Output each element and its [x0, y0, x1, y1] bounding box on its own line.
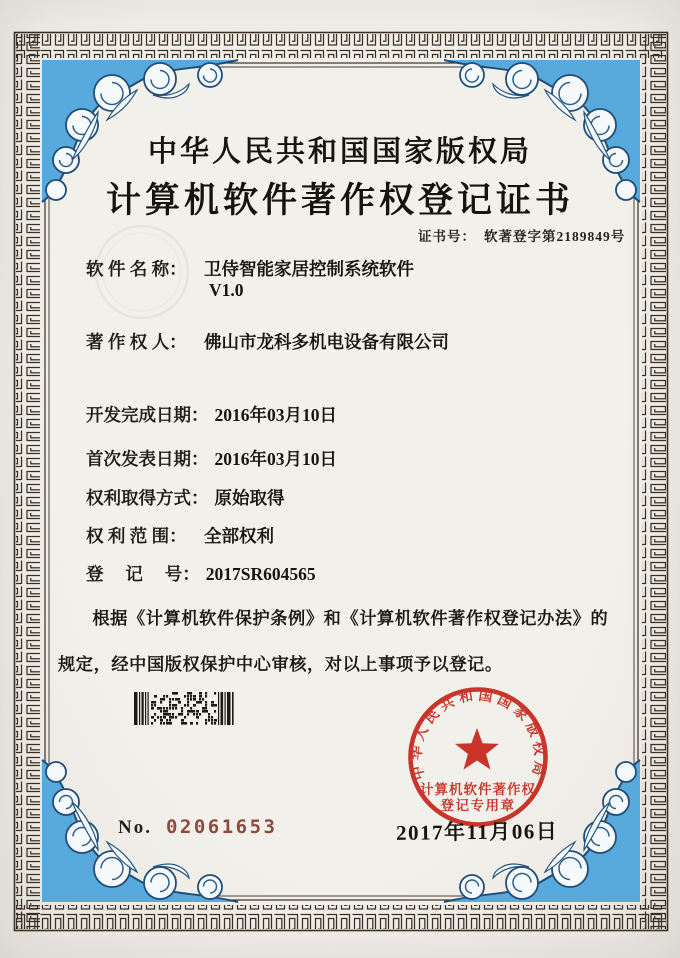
serial-number-line	[118, 816, 278, 839]
serial-number-label: No.	[118, 817, 152, 838]
field-label: 首次发表日期：	[86, 449, 209, 469]
frame-band-top	[16, 34, 666, 58]
certificate-title: 计算机软件著作权登记证书	[105, 181, 574, 220]
frame-band-bottom	[16, 905, 666, 929]
seal-text-line1: 计算机软件著作权	[420, 782, 536, 797]
field-rights-scope	[86, 523, 274, 548]
field-first-publish-date	[86, 446, 337, 471]
field-software-name	[86, 256, 414, 281]
field-label: 权利取得方式：	[86, 488, 209, 508]
field-registration-number	[86, 561, 316, 586]
field-value: 2017SR604565	[205, 564, 316, 584]
field-value: 原始取得	[214, 488, 285, 508]
seal-ring-text: 中华人民共和国国家版权局	[409, 688, 547, 782]
certificate-number-line	[418, 225, 625, 245]
field-software-version: V1.0	[209, 280, 244, 300]
field-dev-complete-date	[86, 402, 337, 427]
field-label: 登 记 号：	[86, 564, 200, 584]
field-value: 卫侍智能家居控制系统软件	[204, 259, 414, 279]
field-label: 开发完成日期：	[86, 405, 209, 425]
barcode	[134, 692, 234, 726]
seal-text-line2: 登记专用章	[440, 798, 516, 813]
registration-statement: 根据《计算机软件保护条例》和《计算机软件著作权登记办法》的规定，经中国版权保护中心审核，对以上事项予以登记。	[58, 609, 609, 674]
field-copyright-owner	[86, 329, 449, 354]
field-value: 2016年03月10日	[214, 449, 337, 469]
seal-star-icon	[455, 728, 499, 770]
field-value: 佛山市龙科多机电设备有限公司	[204, 332, 449, 352]
field-value: 全部权利	[204, 526, 274, 546]
field-rights-acquisition	[86, 485, 285, 510]
field-value: 2016年03月10日	[214, 405, 337, 425]
issuing-authority-title: 中华人民共和国国家版权局	[147, 136, 532, 168]
certificate-number-label: 证书号：	[418, 229, 476, 244]
field-label: 著 作 权 人：	[86, 332, 187, 352]
field-label: 软 件 名 称：	[86, 259, 187, 279]
serial-number-value: 02061653	[165, 816, 278, 838]
field-label: 权 利 范 围：	[86, 526, 187, 546]
issue-date: 2017年11月06日	[395, 819, 559, 845]
certificate-number-value: 软著登字第2189849号	[484, 229, 626, 244]
official-red-seal	[403, 682, 553, 832]
